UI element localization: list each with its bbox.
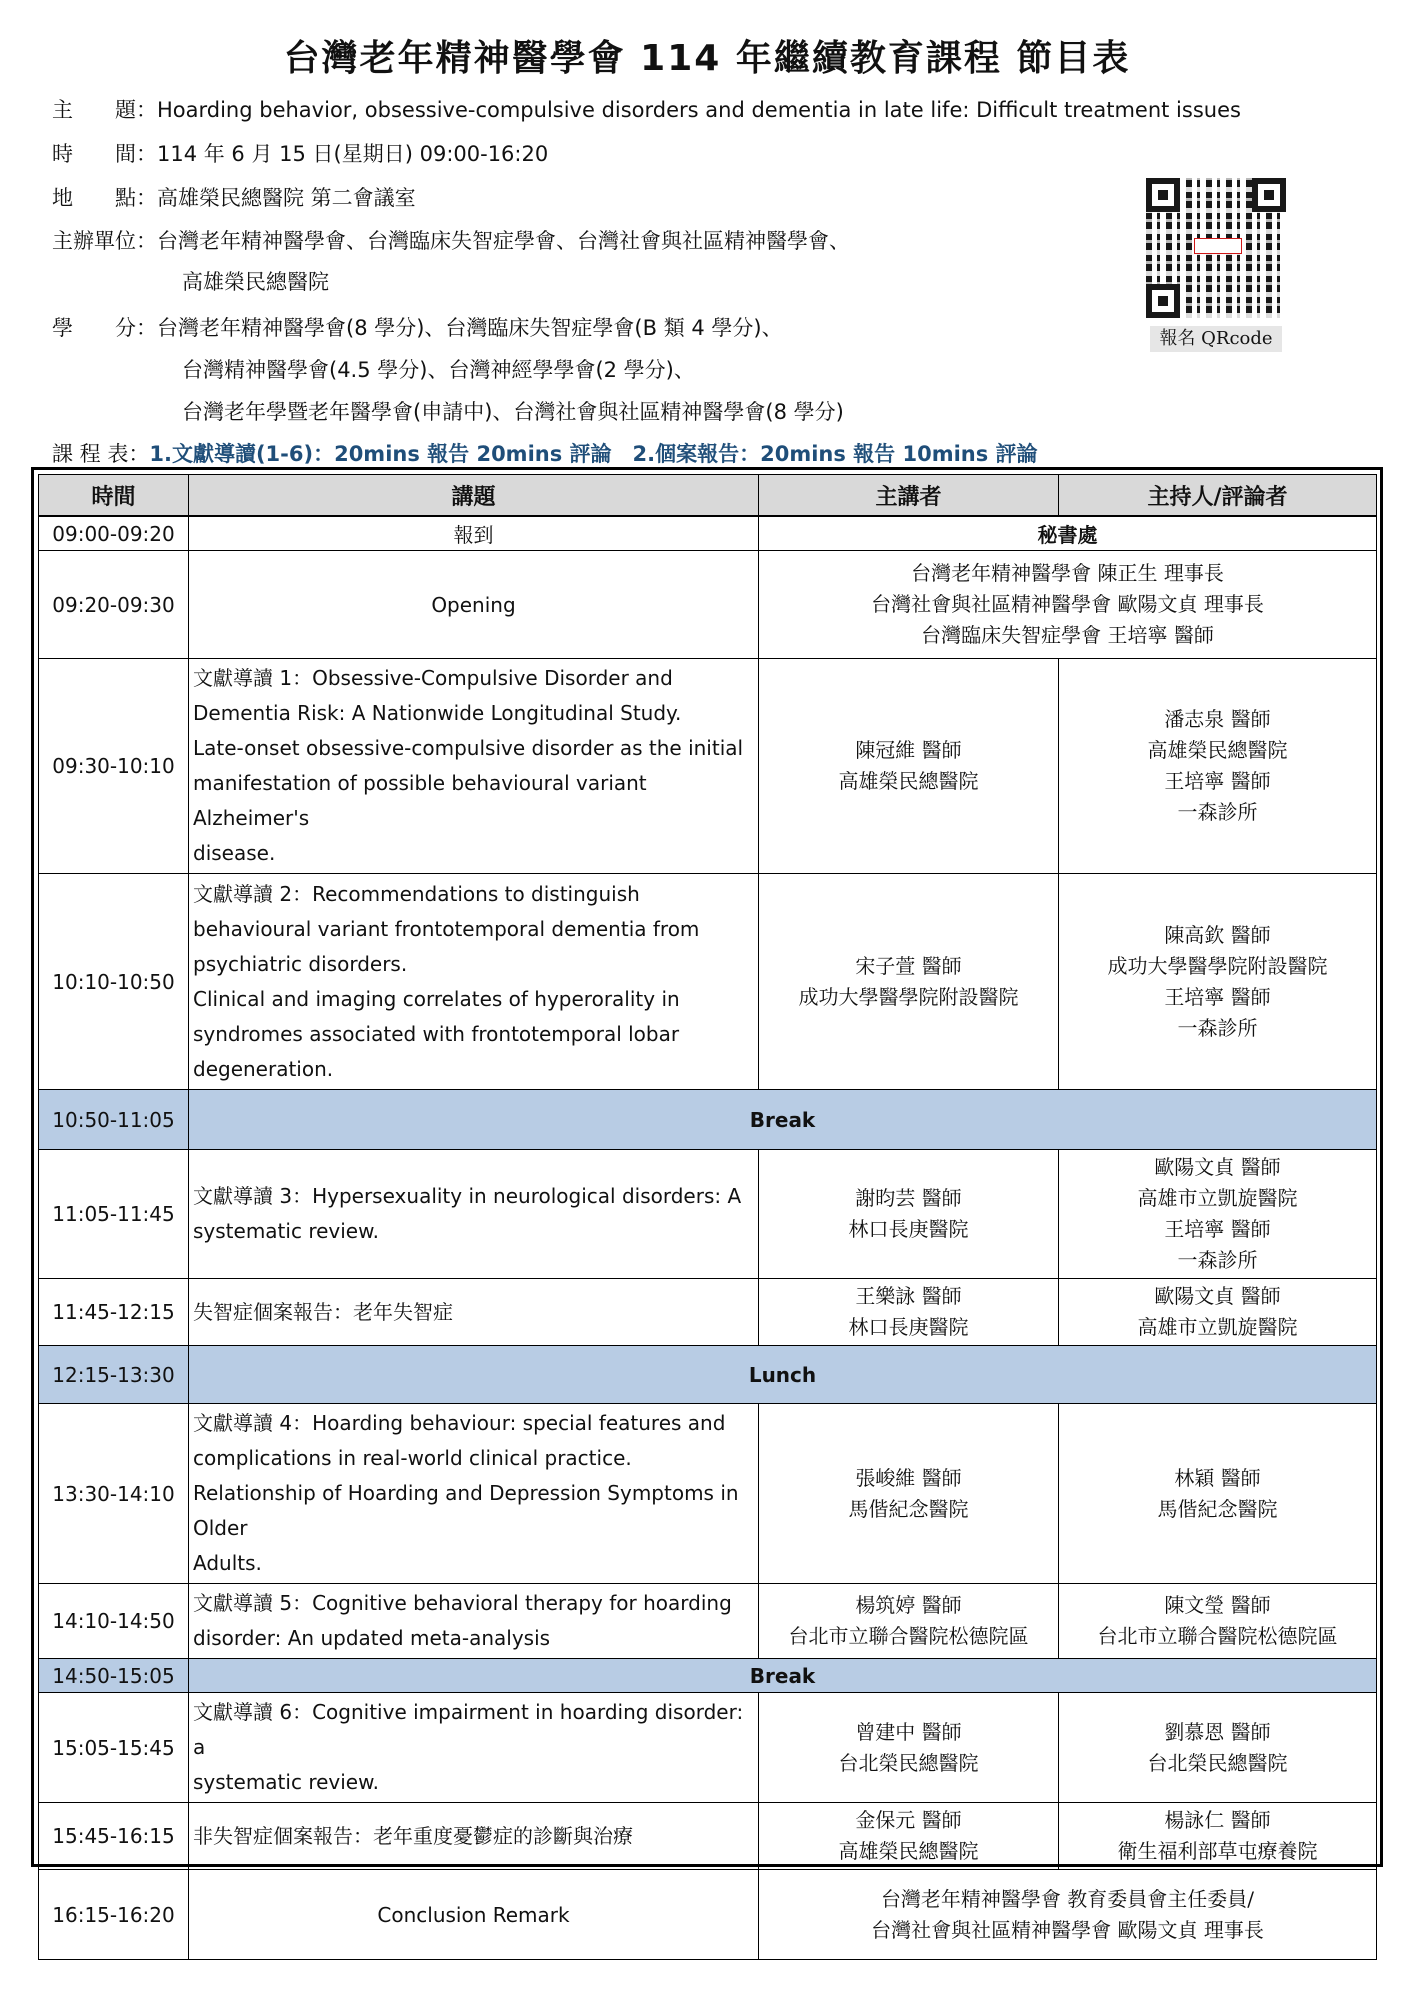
schedule-table (31, 467, 1383, 1942)
row-host: 林穎 醫師 馬偕紀念醫院 (1059, 1404, 1377, 1584)
place-row (52, 184, 416, 212)
header-topic: 講題 (189, 475, 759, 517)
row-time: 09:20-09:30 (39, 551, 189, 659)
row-speaker: 台灣老年精神醫學會 教育委員會主任委員/ 台灣社會與社區精神醫學會 歐陽文貞 理事長 (759, 1870, 1377, 1960)
header-host: 主持人/評論者 (1059, 475, 1377, 517)
row-speaker: 台灣老年精神醫學會 陳正生 理事長 台灣社會與社區精神醫學會 歐陽文貞 理事長 台灣臨床失智症學會 王培寧 醫師 (759, 551, 1377, 659)
row-host: 陳高欽 醫師 成功大學醫學院附設醫院 王培寧 醫師 一森診所 (1059, 874, 1377, 1090)
time-value: 114 年 6 月 15 日(星期日) 09:00-16:20 (157, 142, 549, 166)
row-speaker: 張峻維 醫師 馬偕紀念醫院 (759, 1404, 1059, 1584)
registration-qr-code-icon[interactable] (1146, 178, 1286, 318)
table-row-lunch (39, 1346, 1377, 1404)
organizer-row (52, 227, 850, 255)
table-header-row (39, 475, 1377, 517)
row-time: 12:15-13:30 (39, 1346, 189, 1404)
organizer-label: 主辦單位： (52, 229, 157, 253)
theme-label: 主 題： (52, 98, 157, 122)
row-time: 10:10-10:50 (39, 874, 189, 1090)
row-time: 14:10-14:50 (39, 1584, 189, 1659)
row-topic: 文獻導讀 4：Hoarding behaviour: special features and complications in real-world clinical practice. Relationship of Hoarding and Depression Symptoms in Older Adults. (189, 1404, 759, 1584)
table-row (39, 1803, 1377, 1870)
row-host: 劉慕恩 醫師 台北榮民總醫院 (1059, 1693, 1377, 1803)
row-time: 10:50-11:05 (39, 1090, 189, 1150)
page-title: 台灣老年精神醫學會 114 年繼續教育課程 節目表 (283, 38, 1131, 79)
time-row (52, 140, 548, 168)
row-speaker: 曾建中 醫師 台北榮民總醫院 (759, 1693, 1059, 1803)
header-speaker: 主講者 (759, 475, 1059, 517)
row-topic: Opening (189, 551, 759, 659)
place-label: 地 點： (52, 186, 157, 210)
row-speaker: 金保元 醫師 高雄榮民總醫院 (759, 1803, 1059, 1870)
table-row (39, 1870, 1377, 1960)
organizer-value-1: 台灣老年精神醫學會、台灣臨床失智症學會、台灣社會與社區精神醫學會、 (157, 229, 850, 253)
row-topic: 文獻導讀 1：Obsessive-Compulsive Disorder and Dementia Risk: A Nationwide Longitudinal Study. Late-onset obsessive-compulsive disorder as the initial manifestation of possible behavioural variant Alzheimer's disease. (189, 659, 759, 874)
credit-value-3: 台灣老年學暨老年醫學會(申請中)、台灣社會與社區精神醫學會(8 學分) (182, 400, 844, 424)
table-row (39, 1584, 1377, 1659)
row-time: 15:05-15:45 (39, 1693, 189, 1803)
table-row (39, 874, 1377, 1090)
row-time: 15:45-16:15 (39, 1803, 189, 1870)
course-value: 1.文獻導讀(1-6)：20mins 報告 20mins 評論 2.個案報告：20mins 報告 10mins 評論 (149, 442, 1038, 466)
course-row (52, 440, 1038, 468)
header-time: 時間 (39, 475, 189, 517)
row-time: 13:30-14:10 (39, 1404, 189, 1584)
row-host: 歐陽文貞 醫師 高雄市立凱旋醫院 (1059, 1279, 1377, 1346)
organizer-value-2: 高雄榮民總醫院 (182, 270, 329, 294)
credit-row (52, 314, 783, 342)
table-row (39, 516, 1377, 551)
table-row (39, 659, 1377, 874)
row-host: 潘志泉 醫師 高雄榮民總醫院 王培寧 醫師 一森診所 (1059, 659, 1377, 874)
table-row (39, 1404, 1377, 1584)
row-topic: 失智症個案報告：老年失智症 (189, 1279, 759, 1346)
row-time: 11:05-11:45 (39, 1150, 189, 1279)
qr-label: 報名 QRcode (1150, 326, 1282, 352)
row-speaker: 楊筑婷 醫師 台北市立聯合醫院松德院區 (759, 1584, 1059, 1659)
row-topic: Conclusion Remark (189, 1870, 759, 1960)
row-speaker: 陳冠維 醫師 高雄榮民總醫院 (759, 659, 1059, 874)
theme-value: Hoarding behavior, obsessive-compulsive disorders and dementia in late life: Difficult treatment issues (157, 98, 1241, 122)
table-row-break (39, 1090, 1377, 1150)
row-host: 陳文瑩 醫師 台北市立聯合醫院松德院區 (1059, 1584, 1377, 1659)
table-row (39, 1693, 1377, 1803)
credit-value-2: 台灣精神醫學會(4.5 學分)、台灣神經學學會(2 學分)、 (182, 358, 695, 382)
time-label: 時 間： (52, 142, 157, 166)
row-time: 16:15-16:20 (39, 1870, 189, 1960)
row-time: 11:45-12:15 (39, 1279, 189, 1346)
row-speaker: 秘書處 (759, 516, 1377, 551)
row-topic: 文獻導讀 5：Cognitive behavioral therapy for hoarding disorder: An updated meta-analysis (189, 1584, 759, 1659)
row-label: Lunch (189, 1346, 1377, 1404)
credit-label: 學 分： (52, 316, 157, 340)
theme-row (52, 96, 1241, 124)
table-row-break (39, 1659, 1377, 1693)
row-topic: 文獻導讀 2：Recommendations to distinguish behavioural variant frontotemporal dementia from psychiatric disorders. Clinical and imaging correlates of hyperorality in syndromes associated with frontotemporal lobar degeneration. (189, 874, 759, 1090)
row-time: 09:00-09:20 (39, 516, 189, 551)
row-speaker: 謝昀芸 醫師 林口長庚醫院 (759, 1150, 1059, 1279)
row-speaker: 宋子萱 醫師 成功大學醫學院附設醫院 (759, 874, 1059, 1090)
row-label: Break (189, 1659, 1377, 1693)
row-time: 14:50-15:05 (39, 1659, 189, 1693)
course-label: 課 程 表： (52, 442, 150, 466)
row-topic: 文獻導讀 3：Hypersexuality in neurological disorders: A systematic review. (189, 1150, 759, 1279)
row-topic: 文獻導讀 6：Cognitive impairment in hoarding disorder: a systematic review. (189, 1693, 759, 1803)
table-row (39, 551, 1377, 659)
row-topic: 報到 (189, 516, 759, 551)
row-speaker: 王樂詠 醫師 林口長庚醫院 (759, 1279, 1059, 1346)
row-host: 楊詠仁 醫師 衛生福利部草屯療養院 (1059, 1803, 1377, 1870)
row-host: 歐陽文貞 醫師 高雄市立凱旋醫院 王培寧 醫師 一森診所 (1059, 1150, 1377, 1279)
row-topic: 非失智症個案報告：老年重度憂鬱症的診斷與治療 (189, 1803, 759, 1870)
row-time: 09:30-10:10 (39, 659, 189, 874)
table-row (39, 1279, 1377, 1346)
table-row (39, 1150, 1377, 1279)
credit-value-1: 台灣老年精神醫學會(8 學分)、台灣臨床失智症學會(B 類 4 學分)、 (157, 316, 783, 340)
place-value: 高雄榮民總醫院 第二會議室 (157, 186, 416, 210)
row-label: Break (189, 1090, 1377, 1150)
